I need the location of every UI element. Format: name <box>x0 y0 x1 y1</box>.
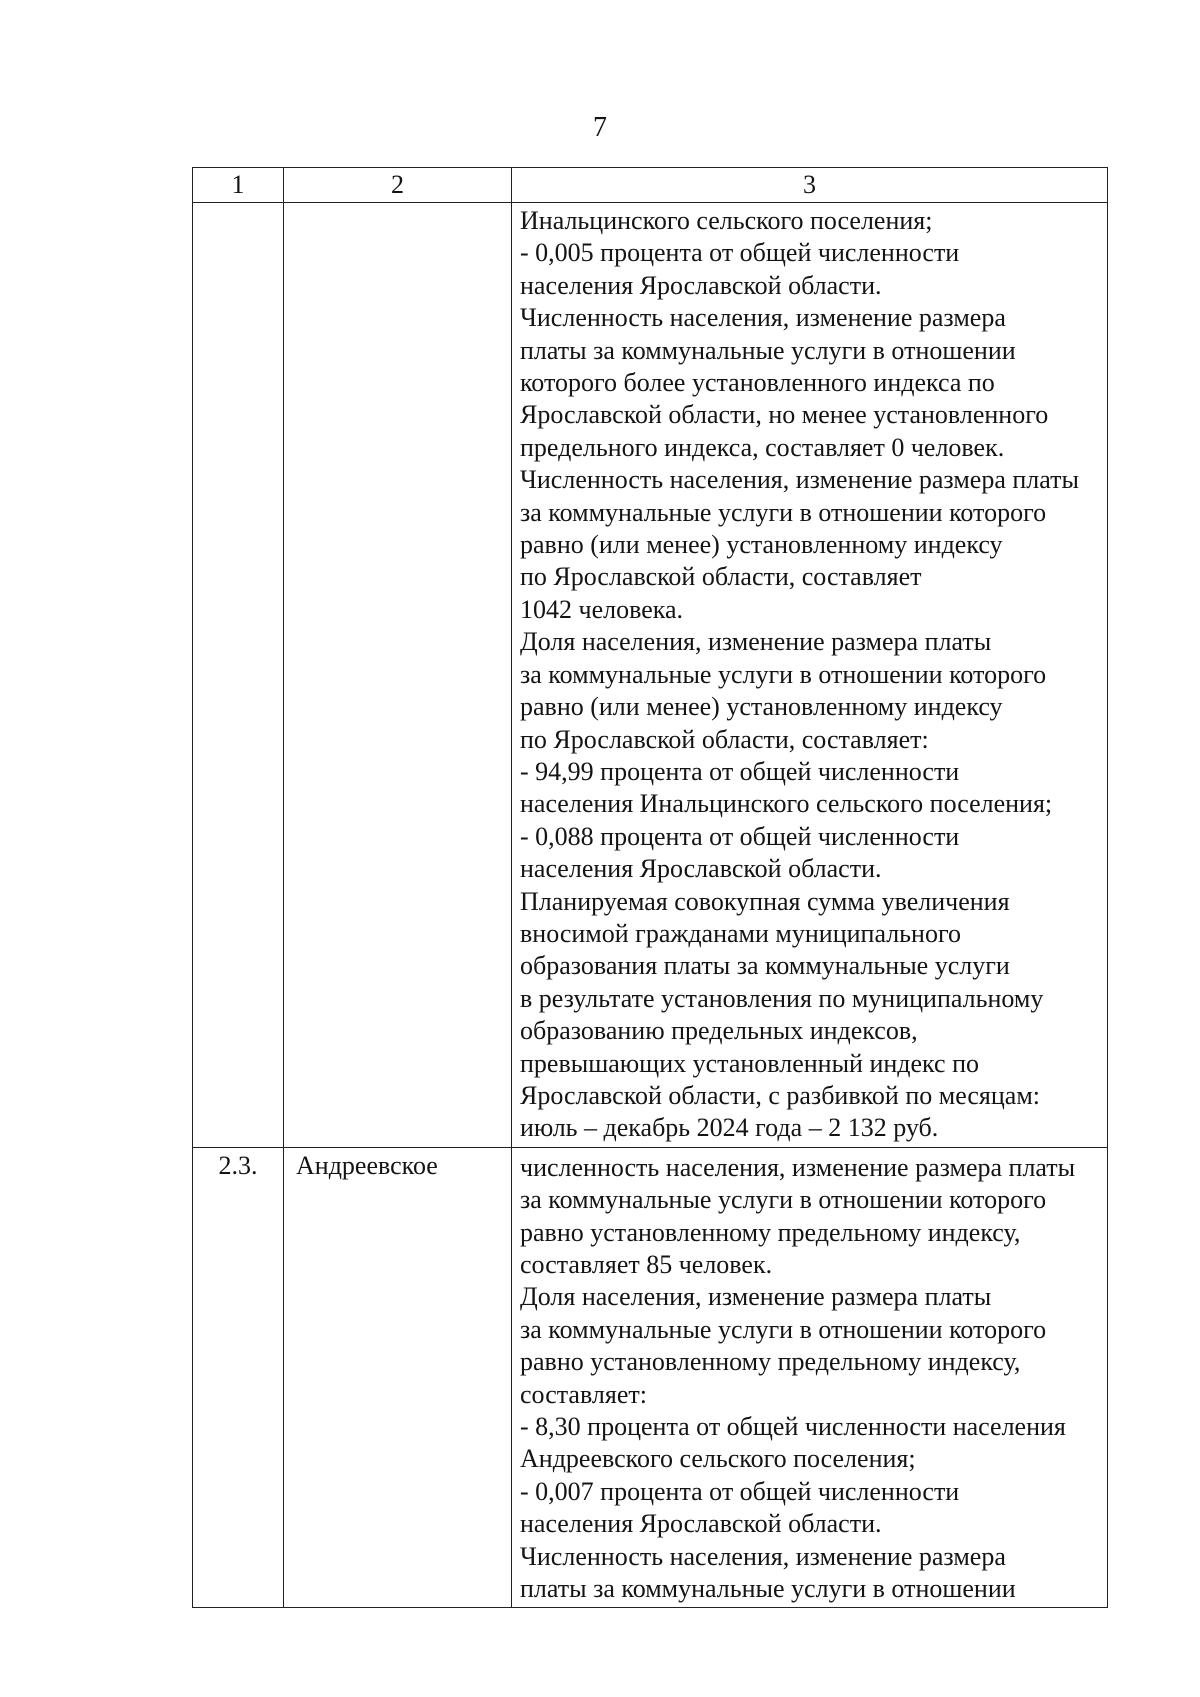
description-text <box>512 203 1107 1147</box>
text-line: равно (или менее) установленному индексу <box>520 692 1003 722</box>
text-line: образованию предельных индексов, <box>520 1016 918 1046</box>
text-line: июль – декабрь 2024 года – 2 132 руб. <box>520 1113 939 1143</box>
column-header-1: 1 <box>193 168 284 203</box>
text-line: за коммунальные услуги в отношении которого <box>520 1185 1047 1215</box>
text-line: за коммунальные услуги в отношении которого <box>520 1314 1047 1344</box>
row-number-cell: 2.3. <box>193 1147 284 1608</box>
text-line: 1042 человека. <box>520 594 684 624</box>
row-number-cell <box>193 203 284 1148</box>
text-line: - 94,99 процента от общей численности <box>520 756 960 786</box>
text-line: Ярославской области, но менее установленного <box>520 400 1049 430</box>
description-cell <box>512 203 1108 1148</box>
description-cell <box>512 1147 1108 1608</box>
text-line: по Ярославской области, составляет: <box>520 724 929 754</box>
table-row <box>193 1147 1108 1608</box>
text-line: за коммунальные услуги в отношении которого <box>520 497 1047 527</box>
text-line: в результате установления по муниципальному <box>520 983 1044 1013</box>
text-line: составляет: <box>520 1379 647 1409</box>
text-line: предельного индекса, составляет 0 человек. <box>520 432 1005 462</box>
text-line: Численность населения, изменение размера <box>520 303 1006 333</box>
text-line: равно установленному предельному индексу, <box>520 1217 1021 1247</box>
text-line: которого более установленного индекса по <box>520 368 995 398</box>
text-line: Андреевского сельского поселения; <box>520 1444 916 1474</box>
text-line: населения Инальцинского сельского поселения; <box>520 789 1053 819</box>
settlement-name-cell: Андреевское <box>284 1147 512 1608</box>
data-table <box>192 167 1108 1608</box>
text-line: - 0,005 процента от общей численности <box>520 238 960 268</box>
text-line: превышающих установленный индекс по <box>520 1048 979 1078</box>
text-line: платы за коммунальные услуги в отношении <box>520 1574 1016 1604</box>
text-line: Численность населения, изменение размера платы <box>520 465 1079 495</box>
text-line: по Ярославской области, составляет <box>520 562 922 592</box>
text-line: вносимой гражданами муниципального <box>520 918 961 948</box>
description-text <box>512 1148 1107 1608</box>
text-line: Ярославской области, с разбивкой по месяцам: <box>520 1080 1041 1110</box>
text-line: населения Ярославской области. <box>520 270 882 300</box>
text-line: равно (или менее) установленному индексу <box>520 530 1003 560</box>
settlement-name-cell <box>284 203 512 1148</box>
text-line: составляет 85 человек. <box>520 1250 773 1279</box>
table-header-row <box>193 168 1108 203</box>
text-line: образования платы за коммунальные услуги <box>520 951 1010 981</box>
table-row <box>193 203 1108 1148</box>
text-line: Численность населения, изменение размера <box>520 1541 1006 1571</box>
text-line: - 0,088 процента от общей численности <box>520 821 960 851</box>
text-line: равно установленному предельному индексу, <box>520 1347 1021 1377</box>
text-line: - 8,30 процента от общей численности населения <box>520 1412 1066 1442</box>
text-line: за коммунальные услуги в отношении которого <box>520 659 1047 689</box>
text-line: Доля населения, изменение размера платы <box>520 627 992 657</box>
text-line: Планируемая совокупная сумма увеличения <box>520 886 1010 916</box>
text-line: - 0,007 процента от общей численности <box>520 1476 960 1506</box>
column-header-2: 2 <box>284 168 512 203</box>
page-number: 7 <box>593 112 607 143</box>
text-line: численность населения, изменение размера платы <box>520 1152 1076 1182</box>
text-line: населения Ярославской области. <box>520 1509 882 1539</box>
text-line: Доля населения, изменение размера платы <box>520 1282 992 1312</box>
column-header-3: 3 <box>512 168 1108 203</box>
text-line: Инальцинского сельского поселения; <box>520 206 933 235</box>
text-line: населения Ярославской области. <box>520 854 882 884</box>
text-line: платы за коммунальные услуги в отношении <box>520 335 1016 365</box>
